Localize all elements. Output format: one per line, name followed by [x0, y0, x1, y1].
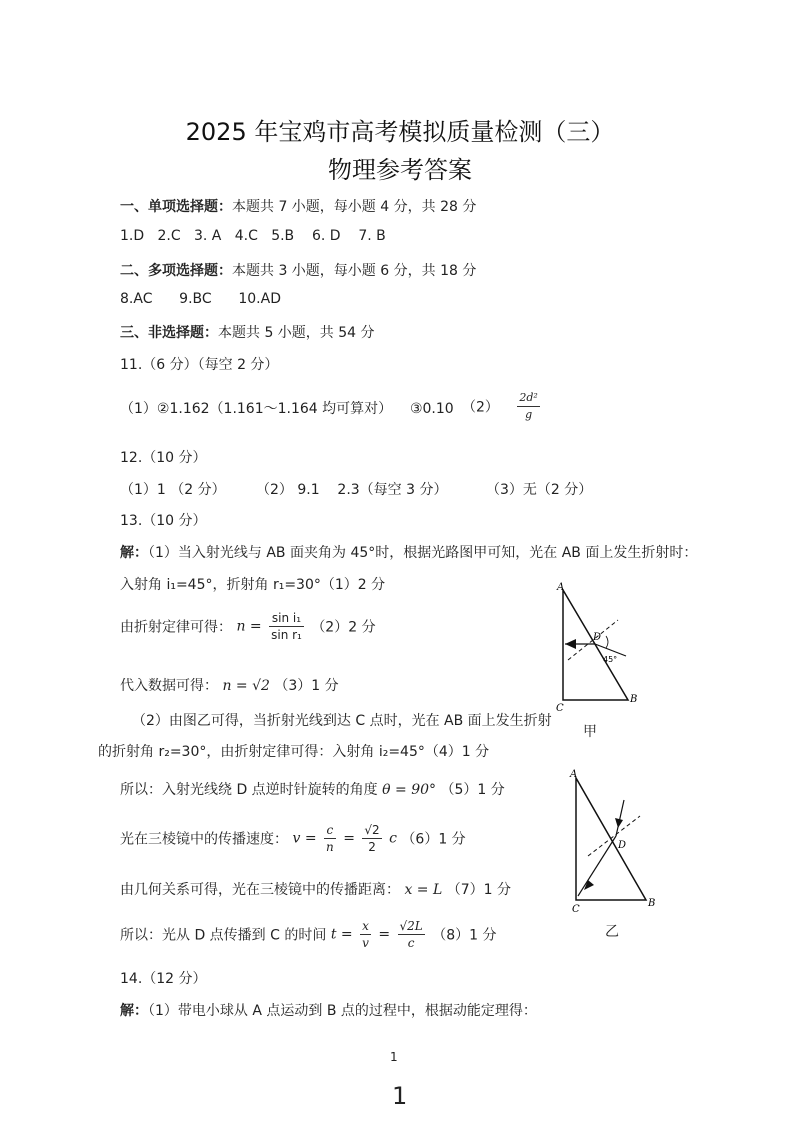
q11-part1: （1）②1.162（1.161～1.164 均可算对） ③0.10	[120, 401, 454, 417]
q13-s10-num2: √2L	[399, 919, 423, 933]
q11-fraction	[517, 390, 539, 423]
label-C-jia: C	[556, 703, 564, 714]
q11-frac-den: g	[525, 408, 533, 421]
q13-s4-post: （3）1 分	[274, 678, 339, 694]
section2-desc: 本题共 3 小题，每小题 6 分，共 18 分	[232, 263, 477, 279]
refracted-ray-yi	[578, 836, 616, 896]
caption-jia: 甲	[583, 724, 597, 740]
q11-part2-label: （2）	[462, 399, 499, 416]
page-number-large: 1	[392, 1082, 408, 1110]
section1-desc: 本题共 7 小题，每小题 4 分，共 28 分	[232, 199, 477, 215]
q13-s10-num1: x	[362, 919, 369, 933]
q13-s7	[120, 779, 505, 799]
q12-b: （2） 9.1 2.3（每空 3 分）	[256, 482, 448, 498]
q13-s9-post: （7）1 分	[446, 882, 511, 898]
q13-s10-frac1	[360, 918, 371, 951]
q13-s10-frac2	[398, 918, 425, 951]
label-angle-jia: 45°	[603, 655, 618, 664]
q13-s8-num1: c	[324, 822, 336, 839]
label-D-yi: D	[618, 840, 627, 851]
section2-line	[120, 260, 476, 280]
arrow-jia	[565, 639, 576, 649]
q13-s7-eq: θ = 90°	[382, 782, 437, 798]
q13-s3	[120, 610, 376, 643]
q13-head: 13.（10 分）	[120, 513, 207, 529]
q13-s8-frac2	[362, 822, 381, 855]
q11-frac-num: 2d²	[517, 390, 539, 407]
q13-s1: （1）当入射光线与 AB 面夹角为 45°时，根据光路图甲可知，光在 AB 面上发生折射时：	[148, 545, 698, 561]
q13-s3-num: sin i₁	[269, 610, 304, 627]
section1-heading: 一、单项选择题：	[120, 199, 232, 215]
q14-jie: 解：	[120, 1003, 148, 1019]
q12-c: （3）无（2 分）	[486, 482, 593, 498]
q13-s10	[120, 918, 496, 951]
q13-s8-eq: =	[343, 830, 355, 847]
page-subtitle: 物理参考答案	[328, 156, 472, 184]
label-B-jia: B	[630, 694, 638, 705]
q11-head: 11.（6 分）（每空 2 分）	[120, 357, 279, 373]
label-A-jia: A	[557, 582, 565, 593]
label-D-jia: D	[593, 632, 602, 643]
section1-answers: 1.D 2.C 3. A 4.C 5.B 6. D 7. B	[120, 228, 386, 244]
incident-ray-yi	[616, 800, 624, 836]
q13-s10-den1: v	[362, 936, 369, 950]
q13-s10-post: （8）1 分	[432, 927, 497, 944]
q13-s8-frac1	[324, 822, 336, 855]
q13-jie: 解：	[120, 545, 148, 561]
q13-s5: （2）由图乙可得，当折射光线到达 C 点时，光在 AB 面上发生折射	[132, 713, 552, 729]
q13-s10-pre: 所以：光从 D 点传播到 C 的时间	[120, 927, 327, 944]
angle-arc-jia	[606, 636, 608, 648]
section3-heading: 三、非选择题：	[120, 325, 218, 341]
figure-jia	[548, 578, 648, 738]
q13-s9-eq: x = L	[404, 882, 443, 898]
q13-s8	[120, 822, 466, 855]
q12-a: （1）1 （2 分）	[120, 482, 226, 498]
figure-yi	[566, 766, 666, 916]
q13-s8-pre: 光在三棱镜中的传播速度：	[120, 831, 288, 848]
q13-s4-eq: n = √2	[222, 678, 270, 694]
q13-s2: 入射角 i₁=45°，折射角 r₁=30°（1）2 分	[120, 577, 386, 593]
q13-s3-pre: 由折射定律可得：	[120, 619, 232, 636]
label-B-yi: B	[648, 898, 656, 909]
q11-part2	[462, 390, 543, 423]
q13-s3-den: sin r₁	[271, 628, 302, 642]
page-title: 2025 年宝鸡市高考模拟质量检测（三）	[185, 118, 615, 146]
label-C-yi: C	[572, 904, 580, 915]
q13-s1-line	[120, 542, 697, 562]
q13-s10-t: t =	[330, 926, 353, 943]
q13-s3-n: n =	[236, 618, 262, 635]
section3-line	[120, 322, 375, 342]
q13-s8-c: c	[389, 830, 397, 847]
q13-s3-post: （2）2 分	[311, 619, 376, 636]
q13-s8-den1: n	[326, 840, 334, 854]
q13-s8-v: v =	[292, 830, 317, 847]
section2-answers: 8.AC 9.BC 10.AD	[120, 291, 281, 307]
label-A-yi: A	[570, 769, 578, 780]
normal-line-yi	[588, 816, 640, 856]
section3-desc: 本题共 5 小题，共 54 分	[218, 325, 375, 341]
q12-head: 12.（10 分）	[120, 450, 207, 466]
q13-s8-num2: √2	[364, 823, 380, 837]
q13-s9	[120, 879, 511, 899]
q14-s1: （1）带电小球从 A 点运动到 B 点的过程中，根据动能定理得：	[148, 1003, 537, 1019]
q14-head: 14.（12 分）	[120, 971, 207, 987]
q13-s8-post: （6）1 分	[401, 831, 466, 848]
page-number-small: 1	[390, 1050, 398, 1064]
q13-s10-eq: =	[378, 926, 391, 943]
q13-s9-pre: 由几何关系可得，光在三棱镜中的传播距离：	[120, 882, 400, 898]
q13-s8-den2: 2	[368, 840, 376, 854]
q13-s10-den2: c	[407, 936, 415, 950]
caption-yi: 乙	[605, 924, 619, 940]
q13-s3-fraction	[269, 610, 304, 643]
q13-s7-pre: 所以：入射光线绕 D 点逆时针旋转的角度	[120, 782, 378, 798]
q13-s4	[120, 675, 339, 695]
q13-s6: 的折射角 r₂=30°，由折射定律可得：入射角 i₂=45°（4）1 分	[98, 744, 490, 760]
section2-heading: 二、多项选择题：	[120, 263, 232, 279]
section1-line	[120, 196, 476, 216]
arrow-in-yi	[615, 818, 623, 828]
q14-s1-line	[120, 1000, 537, 1020]
q13-s4-pre: 代入数据可得：	[120, 678, 218, 694]
q13-s7-post: （5）1 分	[440, 782, 505, 798]
